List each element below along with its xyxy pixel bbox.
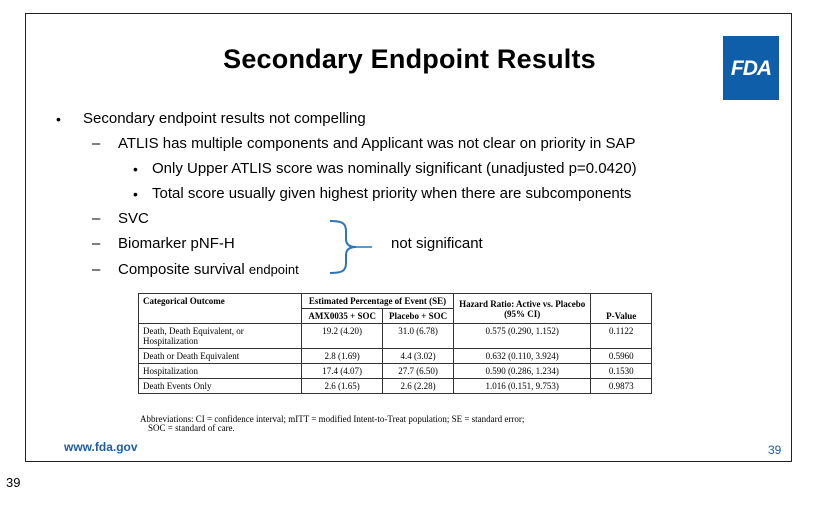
cell-amx: 2.8 (1.69) [302,349,383,364]
header-estimated: Estimated Percentage of Event (SE) [302,294,454,309]
header-pvalue: P-Value [591,294,652,324]
abbreviations-line-1: Abbreviations: CI = confidence interval; mITT = modified Intent-to-Treat population; SE = standard error; [140,414,525,424]
cell-outcome: Death, Death Equivalent, or Hospitalization [139,324,302,349]
header-amx: AMX0035 + SOC [302,309,383,324]
cell-hazard: 0.632 (0.110, 3.924) [453,349,590,364]
bullet-biomarker: Biomarker pNF-H [118,235,235,252]
not-significant-note: not significant [391,235,483,252]
dash-marker: – [92,135,101,152]
bullet-upper-atlis: Only Upper ATLIS score was nominally significant (unadjusted p=0.0420) [152,160,637,177]
bullet-marker: • [133,161,138,177]
table-row [139,379,652,394]
cell-pvalue: 0.5960 [591,349,652,364]
header-placebo: Placebo + SOC [383,309,454,324]
page-number: 39 [6,475,21,490]
bullet-secondary-endpoint: Secondary endpoint results not compelling [83,110,366,127]
fda-logo-text: FDA [730,57,772,80]
cell-hazard: 1.016 (0.151, 9.753) [453,379,590,394]
slide-number: 39 [768,443,782,457]
results-table [138,293,652,394]
cell-amx: 17.4 (4.07) [302,364,383,379]
curly-brace-icon [328,219,388,275]
table-row [139,364,652,379]
table-row [139,349,652,364]
bullet-composite-survival [118,261,299,278]
composite-survival-text: Composite survival [118,261,249,278]
slide [25,13,792,462]
bullet-atlis-components: ATLIS has multiple components and Applicant was not clear on priority in SAP [118,135,636,152]
cell-hazard: 0.590 (0.286, 1.234) [453,364,590,379]
cell-pvalue: 0.1530 [591,364,652,379]
cell-placebo: 2.6 (2.28) [383,379,454,394]
bullet-marker: • [133,186,138,202]
abbreviations-line-2: SOC = standard of care. [148,423,235,433]
endpoint-text: endpoint [248,262,299,277]
dash-marker: – [92,261,101,278]
cell-amx: 19.2 (4.20) [302,324,383,349]
cell-placebo: 4.4 (3.02) [383,349,454,364]
header-outcome: Categorical Outcome [139,294,302,324]
cell-outcome: Death Events Only [139,379,302,394]
dash-marker: – [92,210,101,227]
bullet-total-score: Total score usually given highest priority when there are subcomponents [152,185,632,202]
cell-outcome: Death or Death Equivalent [139,349,302,364]
cell-pvalue: 0.9873 [591,379,652,394]
website-link[interactable]: www.fda.gov [64,440,138,454]
dash-marker: – [92,235,101,252]
bullet-marker: • [56,111,61,127]
cell-hazard: 0.575 (0.290, 1.152) [453,324,590,349]
fda-logo [723,36,779,100]
cell-placebo: 27.7 (6.50) [383,364,454,379]
table-abbreviations [140,415,660,433]
cell-amx: 2.6 (1.65) [302,379,383,394]
slide-title: Secondary Endpoint Results [223,44,596,74]
header-hazard: Hazard Ratio: Active vs. Placebo (95% CI) [453,294,590,324]
table-row [139,324,652,349]
bullet-svc: SVC [118,210,149,227]
cell-outcome: Hospitalization [139,364,302,379]
cell-placebo: 31.0 (6.78) [383,324,454,349]
cell-pvalue: 0.1122 [591,324,652,349]
